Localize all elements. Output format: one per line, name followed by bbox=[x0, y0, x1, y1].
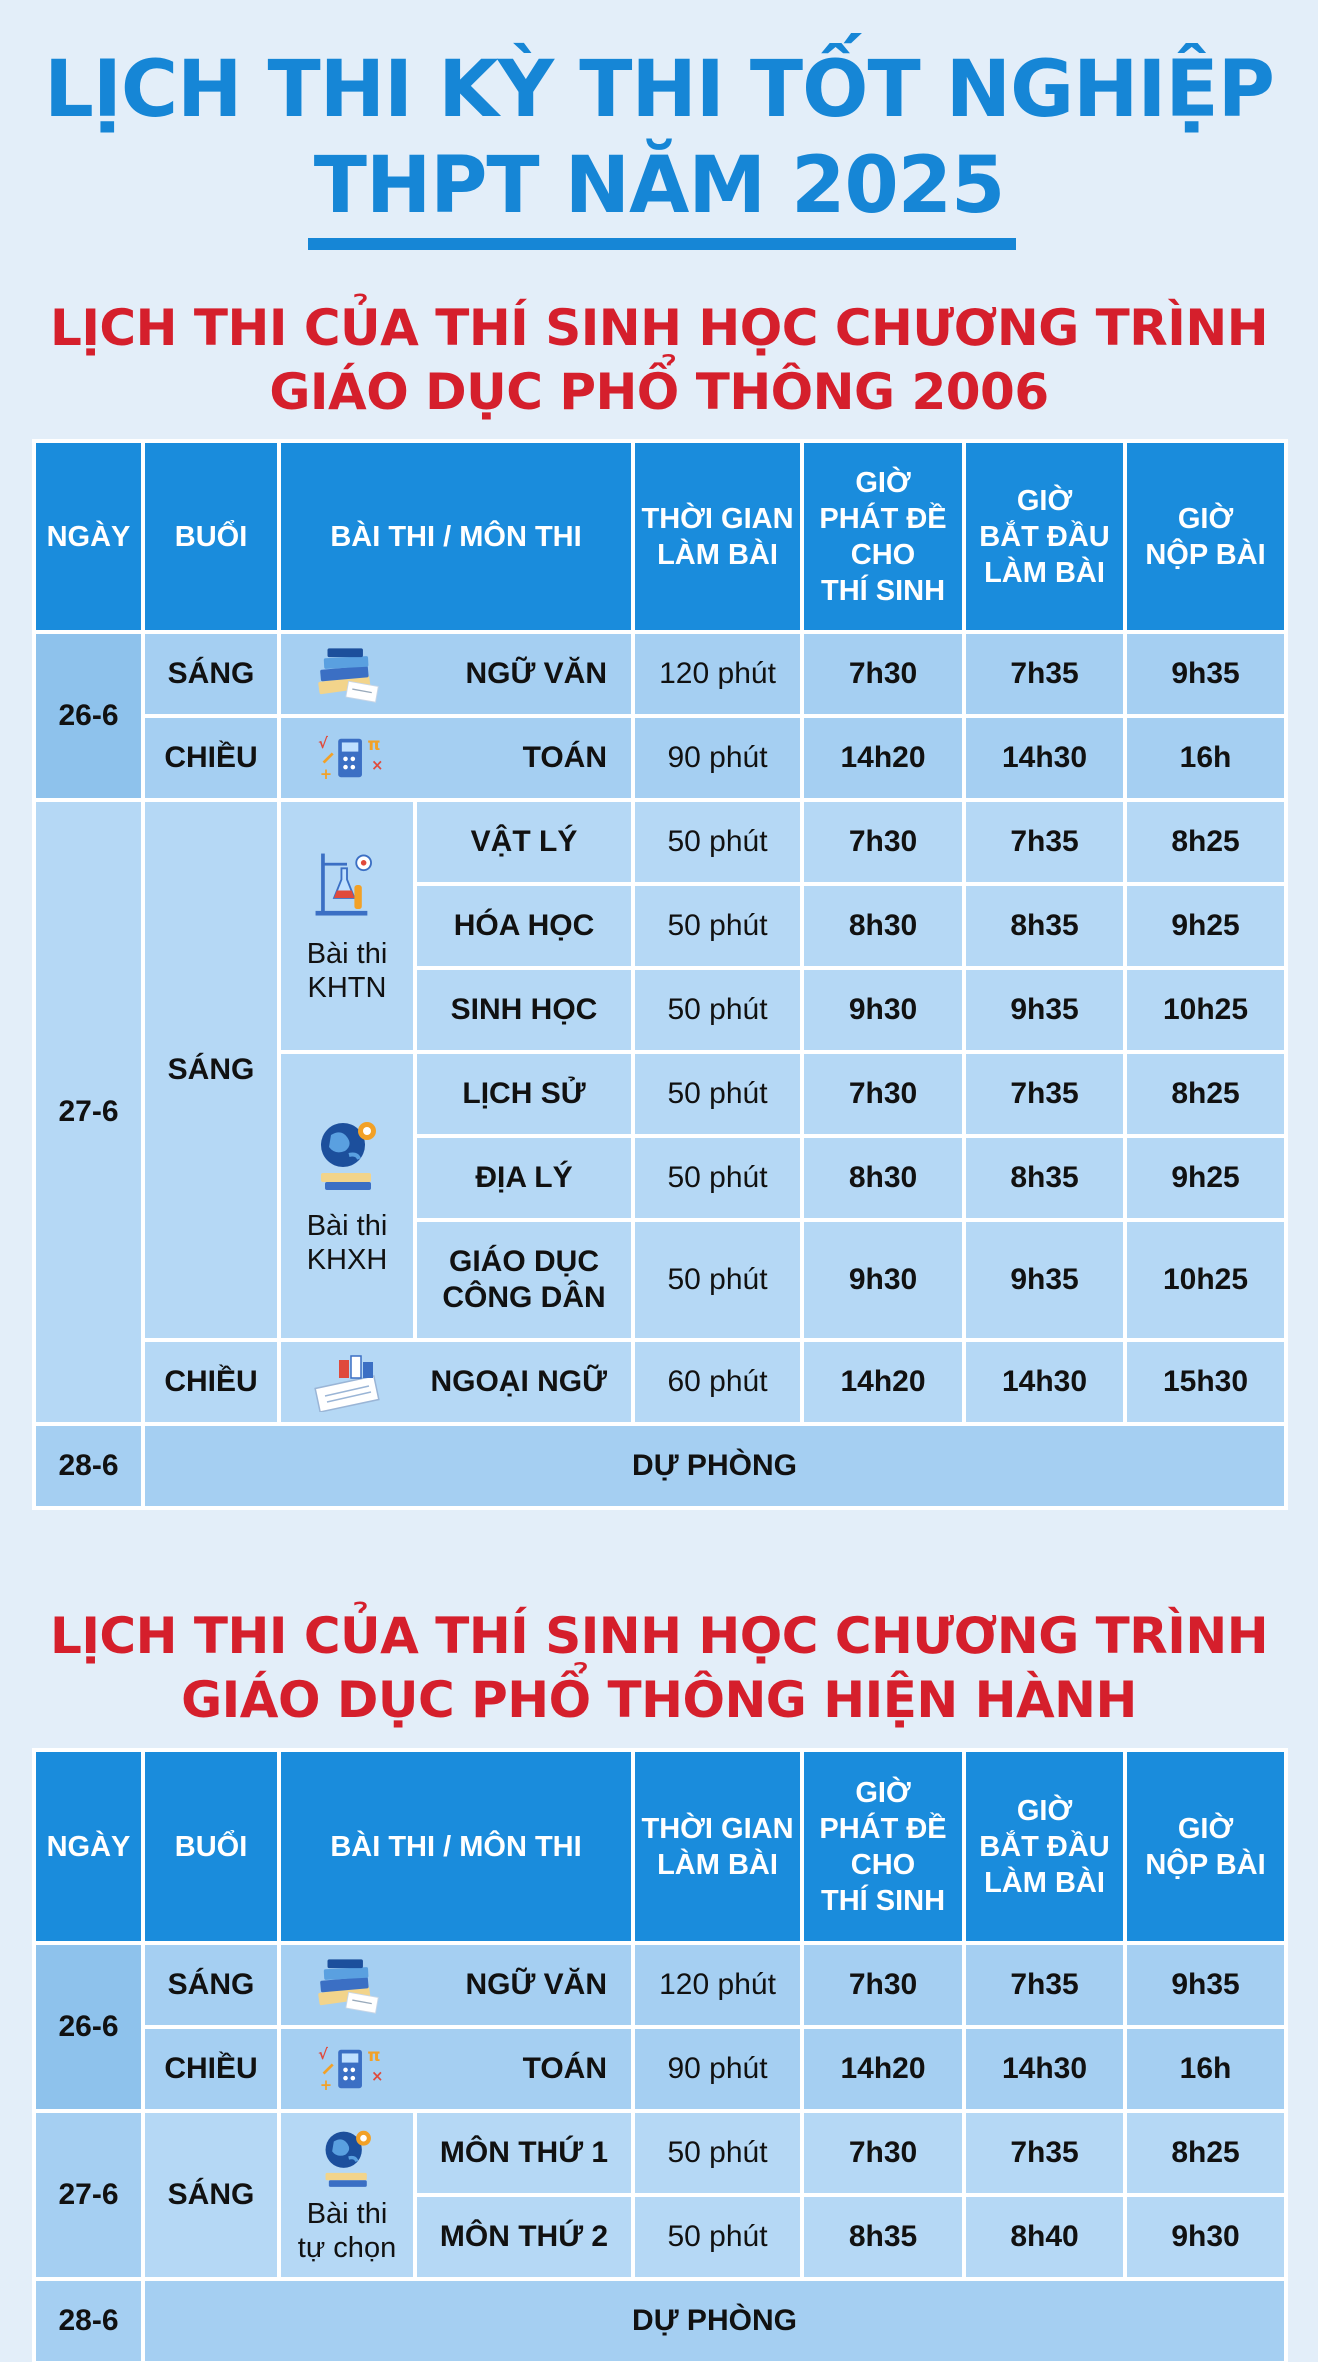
phat-cell: 7h30 bbox=[802, 1052, 964, 1136]
phat-cell: 7h30 bbox=[802, 2111, 964, 2195]
header-buoi: BUỔI bbox=[143, 441, 279, 632]
nop-cell: 16h bbox=[1125, 2027, 1286, 2111]
nop-cell: 10h25 bbox=[1125, 968, 1286, 1052]
nop-cell: 8h25 bbox=[1125, 800, 1286, 884]
section2-title-line2: GIÁO DỤC PHỔ THÔNG HIỆN HÀNH bbox=[181, 1671, 1137, 1729]
nop-cell: 16h bbox=[1125, 716, 1286, 800]
phat-cell: 8h35 bbox=[802, 2195, 964, 2279]
duration-cell: 50 phút bbox=[633, 2111, 802, 2195]
nop-cell: 9h25 bbox=[1125, 1136, 1286, 1220]
table-row bbox=[34, 632, 1286, 716]
schedule-table-2006 bbox=[32, 439, 1288, 1510]
main-title-line2: THPT NĂM 2025 bbox=[313, 141, 1005, 231]
duration-cell: 50 phút bbox=[633, 1136, 802, 1220]
nop-cell: 10h25 bbox=[1125, 1220, 1286, 1340]
math-icon bbox=[311, 2037, 391, 2101]
table-row bbox=[34, 716, 1286, 800]
duration-cell: 120 phút bbox=[633, 1943, 802, 2027]
globe-icon bbox=[307, 1115, 387, 1195]
duration-cell: 50 phút bbox=[633, 800, 802, 884]
subject-cell: TOÁN bbox=[279, 716, 633, 800]
books-icon bbox=[311, 1954, 383, 2016]
reserve-cell: DỰ PHÒNG bbox=[143, 2279, 1286, 2362]
header-thoigian: THỜI GIAN LÀM BÀI bbox=[633, 1750, 802, 1943]
table-row bbox=[34, 2111, 1286, 2195]
section2-title bbox=[0, 1604, 1318, 1732]
session-cell: CHIỀU bbox=[143, 2027, 279, 2111]
title-underline bbox=[308, 238, 1016, 250]
phat-cell: 7h30 bbox=[802, 800, 964, 884]
subject-cell: TOÁN bbox=[279, 2027, 633, 2111]
header-mon: BÀI THI / MÔN THI bbox=[279, 441, 633, 632]
batdau-cell: 8h35 bbox=[964, 884, 1125, 968]
header-nop: GIỜ NỘP BÀI bbox=[1125, 1750, 1286, 1943]
phat-cell: 9h30 bbox=[802, 968, 964, 1052]
phat-cell: 14h20 bbox=[802, 716, 964, 800]
session-cell: CHIỀU bbox=[143, 1340, 279, 1424]
nop-cell: 9h35 bbox=[1125, 1943, 1286, 2027]
duration-cell: 60 phút bbox=[633, 1340, 802, 1424]
math-icon bbox=[311, 726, 391, 790]
table-row bbox=[34, 800, 1286, 884]
nop-cell: 15h30 bbox=[1125, 1340, 1286, 1424]
reserve-cell: DỰ PHÒNG bbox=[143, 1424, 1286, 1508]
header-buoi: BUỔI bbox=[143, 1750, 279, 1943]
duration-cell: 50 phút bbox=[633, 968, 802, 1052]
duration-cell: 120 phút bbox=[633, 632, 802, 716]
nop-cell: 9h35 bbox=[1125, 632, 1286, 716]
main-title-line1: LỊCH THI KỲ THI TỐT NGHIỆP bbox=[44, 45, 1274, 135]
session-cell: SÁNG bbox=[143, 800, 279, 1340]
session-cell: SÁNG bbox=[143, 2111, 279, 2279]
books-icon bbox=[311, 643, 383, 705]
phat-cell: 7h30 bbox=[802, 1943, 964, 2027]
schedule-table-current bbox=[32, 1748, 1288, 2362]
batdau-cell: 7h35 bbox=[964, 632, 1125, 716]
duration-cell: 50 phút bbox=[633, 1052, 802, 1136]
phat-cell: 14h20 bbox=[802, 2027, 964, 2111]
nop-cell: 9h30 bbox=[1125, 2195, 1286, 2279]
section1-title-line1: LỊCH THI CỦA THÍ SINH HỌC CHƯƠNG TRÌNH bbox=[49, 299, 1269, 357]
nop-cell: 9h25 bbox=[1125, 884, 1286, 968]
batdau-cell: 8h35 bbox=[964, 1136, 1125, 1220]
header-phatde: GIỜ PHÁT ĐỀ CHO THÍ SINH bbox=[802, 1750, 964, 1943]
table-row bbox=[34, 1943, 1286, 2027]
table-row bbox=[34, 1340, 1286, 1424]
phat-cell: 9h30 bbox=[802, 1220, 964, 1340]
subject-cell: VẬT LÝ bbox=[415, 800, 633, 884]
session-cell: CHIỀU bbox=[143, 716, 279, 800]
subject-cell: SINH HỌC bbox=[415, 968, 633, 1052]
header-ngay: NGÀY bbox=[34, 441, 143, 632]
batdau-cell: 7h35 bbox=[964, 1052, 1125, 1136]
subject-cell: NGỮ VĂN bbox=[279, 1943, 633, 2027]
subject-cell: NGOẠI NGỮ bbox=[279, 1340, 633, 1424]
phat-cell: 7h30 bbox=[802, 632, 964, 716]
header-mon: BÀI THI / MÔN THI bbox=[279, 1750, 633, 1943]
globe-icon bbox=[312, 2125, 382, 2191]
nop-cell: 8h25 bbox=[1125, 2111, 1286, 2195]
day-cell: 27-6 bbox=[34, 2111, 143, 2279]
day-cell: 28-6 bbox=[34, 2279, 143, 2362]
subject-cell: ĐỊA LÝ bbox=[415, 1136, 633, 1220]
language-icon bbox=[311, 1352, 391, 1412]
duration-cell: 50 phút bbox=[633, 2195, 802, 2279]
table-row bbox=[34, 1424, 1286, 1508]
header-batdau: GIỜ BẮT ĐẦU LÀM BÀI bbox=[964, 441, 1125, 632]
batdau-cell: 7h35 bbox=[964, 1943, 1125, 2027]
subject-cell: GIÁO DỤC CÔNG DÂN bbox=[415, 1220, 633, 1340]
header-ngay: NGÀY bbox=[34, 1750, 143, 1943]
table-row bbox=[34, 2027, 1286, 2111]
duration-cell: 50 phút bbox=[633, 884, 802, 968]
subject-cell: LỊCH SỬ bbox=[415, 1052, 633, 1136]
section1-title-line2: GIÁO DỤC PHỔ THÔNG 2006 bbox=[269, 363, 1049, 421]
duration-cell: 90 phút bbox=[633, 716, 802, 800]
lab-icon bbox=[310, 847, 384, 923]
batdau-cell: 7h35 bbox=[964, 2111, 1125, 2195]
batdau-cell: 14h30 bbox=[964, 2027, 1125, 2111]
subject-cell: HÓA HỌC bbox=[415, 884, 633, 968]
batdau-cell: 7h35 bbox=[964, 800, 1125, 884]
section2-title-line1: LỊCH THI CỦA THÍ SINH HỌC CHƯƠNG TRÌNH bbox=[49, 1607, 1269, 1665]
header-phatde: GIỜ PHÁT ĐỀ CHO THÍ SINH bbox=[802, 441, 964, 632]
subject-cell: MÔN THỨ 1 bbox=[415, 2111, 633, 2195]
duration-cell: 50 phút bbox=[633, 1220, 802, 1340]
day-cell: 27-6 bbox=[34, 800, 143, 1424]
day-cell: 26-6 bbox=[34, 632, 143, 800]
group-khtn: Bài thi KHTN bbox=[279, 800, 415, 1052]
group-khxh: Bài thi KHXH bbox=[279, 1052, 415, 1340]
batdau-cell: 9h35 bbox=[964, 968, 1125, 1052]
session-cell: SÁNG bbox=[143, 1943, 279, 2027]
subject-cell: MÔN THỨ 2 bbox=[415, 2195, 633, 2279]
subject-cell: NGỮ VĂN bbox=[279, 632, 633, 716]
phat-cell: 14h20 bbox=[802, 1340, 964, 1424]
day-cell: 26-6 bbox=[34, 1943, 143, 2111]
header-nop: GIỜ NỘP BÀI bbox=[1125, 441, 1286, 632]
batdau-cell: 9h35 bbox=[964, 1220, 1125, 1340]
batdau-cell: 8h40 bbox=[964, 2195, 1125, 2279]
batdau-cell: 14h30 bbox=[964, 716, 1125, 800]
day-cell: 28-6 bbox=[34, 1424, 143, 1508]
batdau-cell: 14h30 bbox=[964, 1340, 1125, 1424]
phat-cell: 8h30 bbox=[802, 1136, 964, 1220]
header-batdau: GIỜ BẮT ĐẦU LÀM BÀI bbox=[964, 1750, 1125, 1943]
header-thoigian: THỜI GIAN LÀM BÀI bbox=[633, 441, 802, 632]
duration-cell: 90 phút bbox=[633, 2027, 802, 2111]
table-row bbox=[34, 2279, 1286, 2362]
phat-cell: 8h30 bbox=[802, 884, 964, 968]
group-tuchon: Bài thi tự chọn bbox=[279, 2111, 415, 2279]
nop-cell: 8h25 bbox=[1125, 1052, 1286, 1136]
main-title bbox=[0, 42, 1318, 234]
session-cell: SÁNG bbox=[143, 632, 279, 716]
section1-title bbox=[0, 296, 1318, 424]
